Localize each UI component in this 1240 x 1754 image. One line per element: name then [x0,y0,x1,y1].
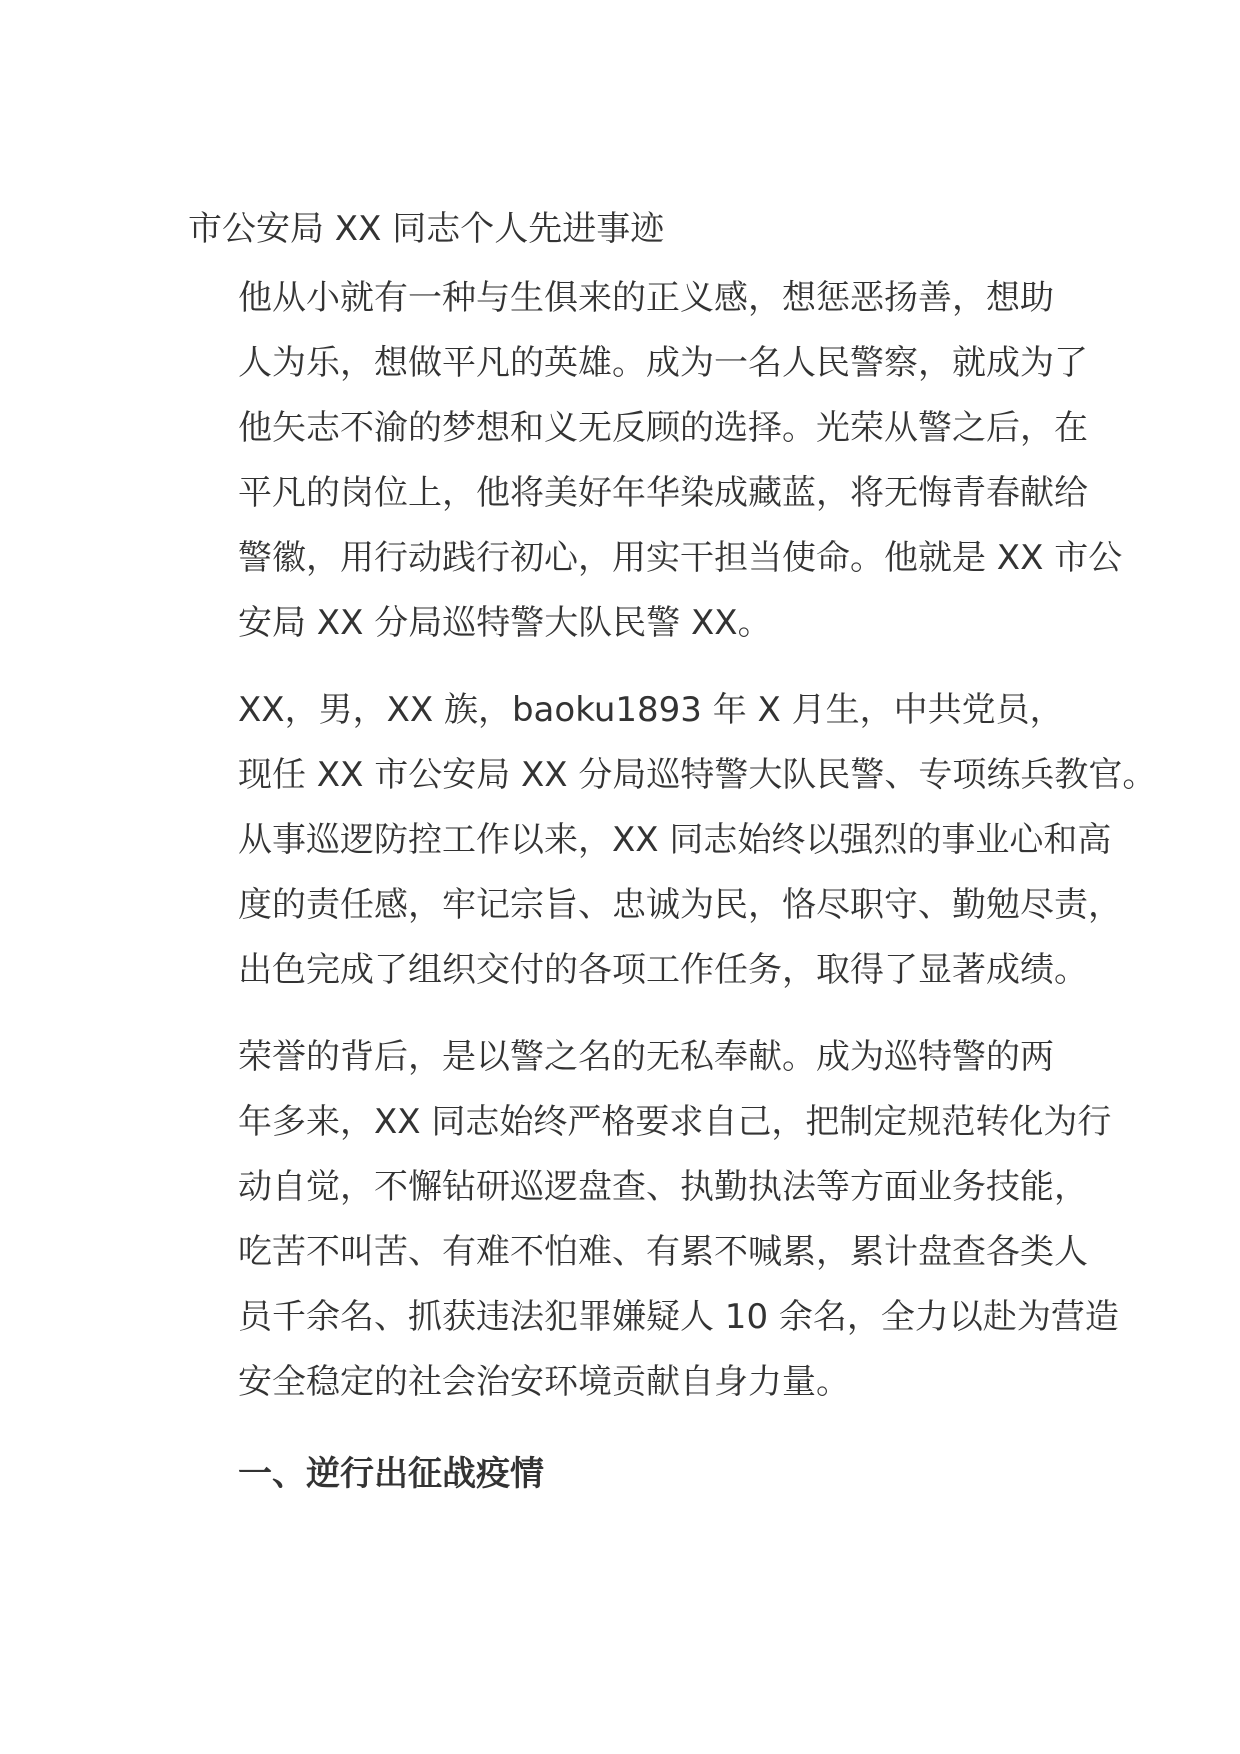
paragraph-line: 出色完成了组织交付的各项工作任务，取得了显著成绩。 [238,950,1088,990]
paragraph-line: 警徽，用行动践行初心，用实干担当使命。他就是 XX 市公 [238,538,1123,578]
paragraph-line: 年多来，XX 同志始终严格要求自己，把制定规范转化为行 [238,1102,1112,1142]
paragraph-line: 安全稳定的社会治安环境贡献自身力量。 [238,1362,850,1402]
paragraph-line: 动自觉，不懈钻研巡逻盘查、执勤执法等方面业务技能， [238,1167,1088,1207]
paragraph-line: 员千余名、抓获违法犯罪嫌疑人 10 余名，全力以赴为营造 [238,1297,1119,1337]
paragraph-line: 他矢志不渝的梦想和义无反顾的选择。光荣从警之后，在 [238,408,1088,448]
paragraph-profile [188,678,1157,1003]
paragraph-line: 吃苦不叫苦、有难不怕难、有累不喊累，累计盘查各类人 [238,1232,1088,1272]
paragraph-line: XX，男，XX 族，baoku1893 年 X 月生，中共党员， [238,690,1064,730]
paragraph-line: 度的责任感，牢记宗旨、忠诚为民，恪尽职守、勤勉尽责， [238,885,1122,925]
paragraph-line: 荣誉的背后，是以警之名的无私奉献。成为巡特警的两 [238,1037,1054,1077]
paragraph-intro [188,266,1123,656]
paragraph-line: 安局 XX 分局巡特警大队民警 XX。 [238,603,772,643]
paragraph-dedication [188,1025,1119,1415]
paragraph-line: 人为乐，想做平凡的英雄。成为一名人民警察，就成为了 [238,343,1088,383]
document-title: 市公安局 XX 同志个人先进事迹 [188,209,665,249]
paragraph-line: 他从小就有一种与生俱来的正义感，想惩恶扬善，想助 [238,278,1054,318]
document-page [188,200,1157,1503]
paragraph-line: 现任 XX 市公安局 XX 分局巡特警大队民警、专项练兵教官。 [238,755,1157,795]
section-heading: 一、逆行出征战疫情 [238,1454,544,1494]
paragraph-line: 平凡的岗位上，他将美好年华染成藏蓝，将无悔青春献给 [238,473,1088,513]
paragraph-line: 从事巡逻防控工作以来，XX 同志始终以强烈的事业心和高 [238,820,1112,860]
